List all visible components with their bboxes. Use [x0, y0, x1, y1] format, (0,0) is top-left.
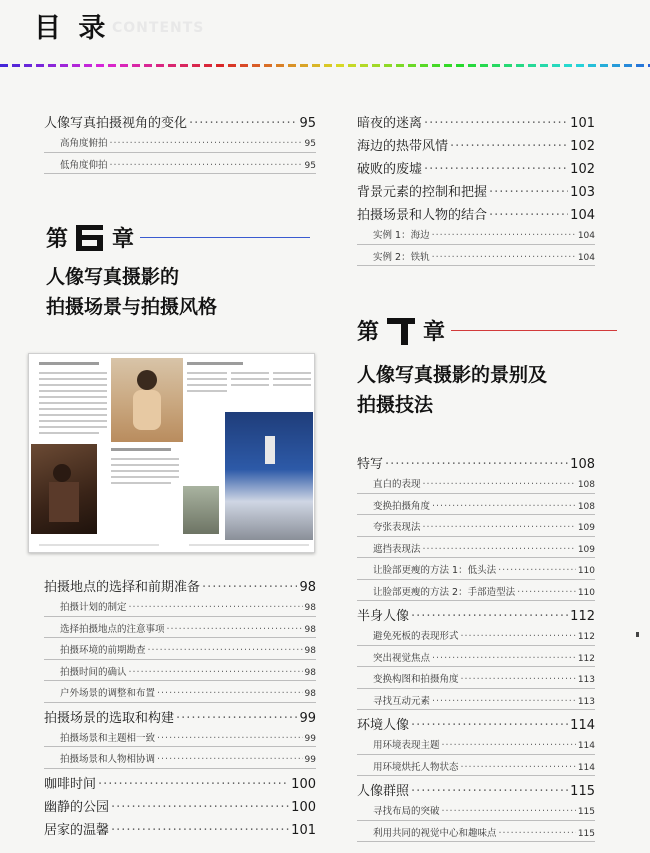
rainbow-dash — [0, 64, 8, 67]
toc-subsection-entry — [44, 135, 316, 149]
toc-section-entry — [357, 204, 595, 223]
toc-leader-dots — [517, 587, 576, 598]
toc-section-entry — [44, 796, 316, 815]
toc-page-number: 95 — [304, 139, 316, 149]
toc-entry-title: 直白的表现 — [373, 479, 421, 490]
toc-entry-title: 幽静的公园 — [44, 799, 110, 815]
toc-page-number: 103 — [570, 185, 595, 200]
chapter-7-title-line2: 拍摄技法 — [357, 394, 434, 416]
toc-row-rule — [357, 557, 595, 558]
toc-entry-title: 人像群照 — [357, 784, 410, 799]
toc-page-number: 112 — [577, 653, 595, 664]
toc-leader-dots — [499, 828, 576, 839]
chapter-7-number-glyph — [384, 316, 418, 346]
toc-leader-dots — [489, 185, 568, 200]
toc-section-entry — [357, 158, 595, 177]
toc-subsection-entry — [357, 759, 595, 773]
toc-section-entry — [357, 780, 595, 799]
toc-page-number: 112 — [577, 632, 595, 642]
toc-page-number: 109 — [577, 544, 595, 555]
toc-row-rule — [357, 775, 595, 776]
toc-page-number: 114 — [577, 741, 595, 751]
toc-entry-title: 选择拍摄地点的注意事项 — [60, 623, 165, 635]
toc-page-number: 104 — [577, 231, 595, 241]
ghost-heading: CONTENTS — [112, 20, 205, 36]
toc-leader-dots — [432, 501, 576, 512]
toc-section-entry — [44, 576, 316, 595]
chapter-6-title-line1: 人像写真摄影的 — [46, 266, 180, 288]
chapter-7-heading — [357, 315, 627, 346]
chapter-rule — [451, 330, 617, 331]
toc-leader-dots — [129, 602, 303, 613]
toc-leader-dots — [432, 230, 576, 241]
toc-subsection-entry — [357, 541, 595, 555]
toc-leader-dots — [423, 544, 576, 555]
toc-row-rule — [357, 493, 595, 494]
toc-entry-title: 拍摄计划的制定 — [60, 602, 127, 613]
toc-page-number: 98 — [299, 580, 316, 595]
toc-entry-title: 环境人像 — [357, 718, 410, 733]
toc-row-rule — [357, 820, 595, 821]
toc-page-number: 100 — [291, 799, 316, 815]
rainbow-dash — [348, 64, 356, 67]
toc-row-rule — [357, 688, 595, 689]
margin-mark — [636, 632, 639, 637]
small-photo — [183, 486, 219, 534]
toc-entry-title: 拍摄场景的选取和构建 — [44, 710, 175, 726]
toc-leader-dots — [442, 806, 576, 817]
toc-section-entry — [44, 773, 316, 792]
toc-entry-title: 夸张表现法 — [373, 522, 421, 533]
toc-subsection-entry — [44, 599, 316, 613]
toc-subsection-entry — [357, 671, 595, 685]
toc-right-column — [357, 0, 595, 853]
toc-page-number: 113 — [577, 696, 595, 707]
toc-row-rule — [44, 173, 316, 174]
toc-entry-title: 变换拍摄角度 — [373, 500, 431, 512]
toc-page-number: 115 — [577, 828, 595, 839]
toc-page-number: 99 — [299, 710, 316, 726]
toc-leader-dots — [489, 208, 568, 223]
chapter-6-title — [46, 262, 217, 322]
toc-entry-title: 低角度仰拍 — [60, 159, 108, 171]
toc-subsection-entry — [357, 584, 595, 598]
toc-leader-dots — [411, 609, 568, 624]
toc-row-rule — [357, 841, 595, 842]
toc-row-rule — [357, 645, 595, 646]
toc-subsection-entry — [44, 642, 316, 656]
toc-entry-title: 利用共同的视觉中心和趣味点 — [373, 827, 497, 839]
toc-subsection-entry — [357, 227, 595, 241]
toc-subsection-entry — [357, 476, 595, 490]
toc-row-rule — [44, 768, 316, 769]
toc-page-number: 113 — [577, 675, 595, 685]
toc-row-rule — [44, 746, 316, 747]
toc-subsection-entry — [357, 249, 595, 263]
toc-row-rule — [357, 754, 595, 755]
toc-leader-dots — [423, 479, 576, 490]
toc-entry-title: 居家的温馨 — [44, 822, 110, 838]
chapter-6-title-line2: 拍摄场景与拍摄风格 — [46, 296, 218, 318]
toc-row-rule — [44, 637, 316, 638]
toc-page-number: 110 — [577, 587, 595, 598]
toc-subsection-entry — [44, 664, 316, 678]
chapter-word-suffix: 章 — [112, 227, 135, 252]
toc-page-number: 108 — [570, 457, 595, 472]
toc-leader-dots — [98, 777, 289, 792]
toc-page-number: 99 — [304, 733, 316, 744]
toc-page-number: 98 — [304, 646, 316, 656]
toc-page-number: 95 — [304, 160, 316, 171]
toc-leader-dots — [411, 718, 568, 733]
toc-section-entry — [357, 112, 595, 131]
toc-subsection-entry — [44, 751, 316, 765]
toc-page-number: 108 — [577, 480, 595, 490]
toc-page-number: 104 — [570, 208, 595, 223]
toc-page-number: 98 — [304, 667, 316, 678]
chapter-7-title — [357, 360, 547, 420]
rainbow-dash — [624, 64, 632, 67]
toc-page-number: 100 — [291, 776, 316, 792]
toc-leader-dots — [461, 762, 576, 773]
chapter-word: 第 — [46, 227, 69, 252]
toc-page-number: 110 — [577, 566, 595, 576]
toc-leader-dots — [432, 653, 576, 664]
toc-page-number: 115 — [570, 784, 595, 799]
rainbow-dash — [12, 64, 20, 67]
toc-subsection-entry — [44, 621, 316, 635]
toc-entry-title: 拍摄时间的确认 — [60, 666, 127, 678]
toc-leader-dots — [129, 667, 303, 678]
toc-leader-dots — [424, 162, 568, 177]
toc-leader-dots — [424, 116, 568, 131]
toc-leader-dots — [148, 645, 303, 656]
toc-row-rule — [357, 514, 595, 515]
toc-leader-dots — [202, 580, 297, 595]
toc-page-number: 101 — [570, 116, 595, 131]
toc-leader-dots — [189, 116, 297, 131]
toc-entry-title: 用环境烘托人物状态 — [373, 761, 459, 773]
toc-subsection-entry — [357, 519, 595, 533]
toc-leader-dots — [423, 522, 576, 533]
toc-page-number: 99 — [304, 755, 316, 765]
toc-entry-title: 遮挡表现法 — [373, 543, 421, 555]
toc-page-number: 102 — [570, 139, 595, 154]
toc-entry-title: 户外场景的调整和布置 — [60, 688, 156, 699]
toc-page-number: 114 — [577, 762, 595, 773]
rainbow-dash — [324, 64, 332, 67]
toc-entry-title: 人像写真拍摄视角的变化 — [44, 116, 188, 131]
toc-entry-title: 寻找互动元素 — [373, 695, 431, 707]
rainbow-dash — [336, 64, 344, 67]
chapter-word-suffix: 章 — [423, 320, 446, 345]
toc-page-number: 98 — [304, 603, 316, 613]
toc-row-rule — [357, 244, 595, 245]
toc-leader-dots — [461, 631, 576, 642]
toc-entry-title: 拍摄环境的前期勘查 — [60, 645, 146, 656]
toc-leader-dots — [111, 800, 289, 815]
seaside-photo — [225, 412, 313, 540]
toc-entry-title: 用环境表现主题 — [373, 740, 440, 751]
toc-row-rule — [44, 616, 316, 617]
toc-page-number: 101 — [291, 822, 316, 838]
toc-row-rule — [357, 579, 595, 580]
toc-page-number: 98 — [304, 689, 316, 699]
rainbow-dash — [600, 64, 608, 67]
toc-subsection-entry — [357, 693, 595, 707]
rainbow-dash — [636, 64, 644, 67]
chapter-word: 第 — [357, 320, 380, 345]
toc-row-rule — [44, 152, 316, 153]
chapter-rule — [140, 237, 310, 238]
toc-subsection-entry — [357, 803, 595, 817]
toc-subsection-entry — [357, 737, 595, 751]
toc-entry-title: 实例 1：海边 — [373, 230, 430, 241]
toc-entry-title: 半身人像 — [357, 609, 410, 624]
toc-leader-dots — [461, 674, 576, 685]
toc-subsection-entry — [44, 157, 316, 171]
toc-entry-title: 破败的废墟 — [357, 162, 423, 177]
toc-leader-dots — [157, 754, 303, 765]
toc-row-rule — [44, 680, 316, 681]
toc-entry-title: 拍摄场景和人物相协调 — [60, 754, 156, 765]
toc-row-rule — [357, 666, 595, 667]
chapter-6-heading — [46, 222, 316, 253]
toc-entry-title: 让脸部更瘦的方法 2：手部造型法 — [373, 586, 516, 598]
toc-subsection-entry — [357, 498, 595, 512]
chapter-6-number-glyph — [73, 223, 107, 253]
toc-section-entry — [357, 181, 595, 200]
toc-row-rule — [44, 659, 316, 660]
toc-subsection-entry — [44, 685, 316, 699]
toc-entry-title: 拍摄场景和主题相一致 — [60, 732, 156, 744]
toc-entry-title: 海边的热带风情 — [357, 139, 449, 154]
toc-page-number: 108 — [577, 501, 595, 512]
toc-row-rule — [357, 265, 595, 266]
toc-leader-dots — [432, 696, 576, 707]
rainbow-dash — [612, 64, 620, 67]
toc-leader-dots — [176, 711, 297, 726]
toc-entry-title: 变换构图和拍摄角度 — [373, 674, 459, 685]
toc-section-entry — [44, 707, 316, 726]
toc-page-number: 109 — [577, 523, 595, 533]
toc-section-entry — [357, 453, 595, 472]
toc-section-entry — [357, 714, 595, 733]
toc-section-entry — [357, 135, 595, 154]
toc-subsection-entry — [44, 730, 316, 744]
toc-subsection-entry — [357, 628, 595, 642]
rainbow-dash — [36, 64, 44, 67]
toc-section-entry — [357, 605, 595, 624]
toc-leader-dots — [385, 457, 568, 472]
toc-entry-title: 寻找布局的突破 — [373, 806, 440, 817]
toc-entry-title: 拍摄地点的选择和前期准备 — [44, 580, 201, 595]
toc-entry-title: 避免死板的表现形式 — [373, 631, 459, 642]
page-title: 目 录 — [34, 13, 110, 44]
toc-page-number: 114 — [570, 718, 595, 733]
toc-section-entry — [44, 819, 316, 838]
toc-leader-dots — [450, 139, 568, 154]
toc-entry-title: 背景元素的控制和把握 — [357, 185, 488, 200]
toc-subsection-entry — [357, 650, 595, 664]
toc-leader-dots — [111, 823, 289, 838]
toc-section-entry — [44, 112, 316, 131]
toc-leader-dots — [411, 784, 568, 799]
toc-entry-title: 拍摄场景和人物的结合 — [357, 208, 488, 223]
toc-page-number: 102 — [570, 162, 595, 177]
toc-row-rule — [357, 536, 595, 537]
toc-entry-title: 特写 — [357, 457, 384, 472]
toc-subsection-entry — [357, 562, 595, 576]
toc-entry-title: 暗夜的迷离 — [357, 116, 423, 131]
toc-leader-dots — [498, 565, 576, 576]
toc-entry-title: 突出视觉焦点 — [373, 652, 431, 664]
toc-leader-dots — [432, 252, 576, 263]
toc-entry-title: 高角度俯拍 — [60, 138, 108, 149]
toc-page-number: 98 — [304, 624, 316, 635]
rainbow-dash — [24, 64, 32, 67]
toc-entry-title: 实例 2：铁轨 — [373, 251, 430, 263]
toc-entry-title: 让脸部更瘦的方法 1：低头法 — [373, 565, 497, 576]
toc-leader-dots — [442, 740, 576, 751]
toc-entry-title: 咖啡时间 — [44, 776, 97, 792]
toc-page-number: 115 — [577, 807, 595, 817]
toc-page-number: 95 — [299, 116, 316, 131]
toc-leader-dots — [167, 624, 303, 635]
toc-leader-dots — [157, 688, 303, 699]
toc-page-number: 104 — [577, 252, 595, 263]
toc-row-rule — [44, 702, 316, 703]
toc-page-number: 112 — [570, 609, 595, 624]
chapter-7-title-line1: 人像写真摄影的景别及 — [357, 364, 548, 386]
chapter-preview-thumbnail — [28, 353, 315, 553]
toc-leader-dots — [110, 138, 303, 149]
toc-row-rule — [357, 600, 595, 601]
toc-subsection-entry — [357, 825, 595, 839]
toc-leader-dots — [110, 160, 303, 171]
toc-leader-dots — [157, 733, 303, 744]
toc-row-rule — [357, 709, 595, 710]
